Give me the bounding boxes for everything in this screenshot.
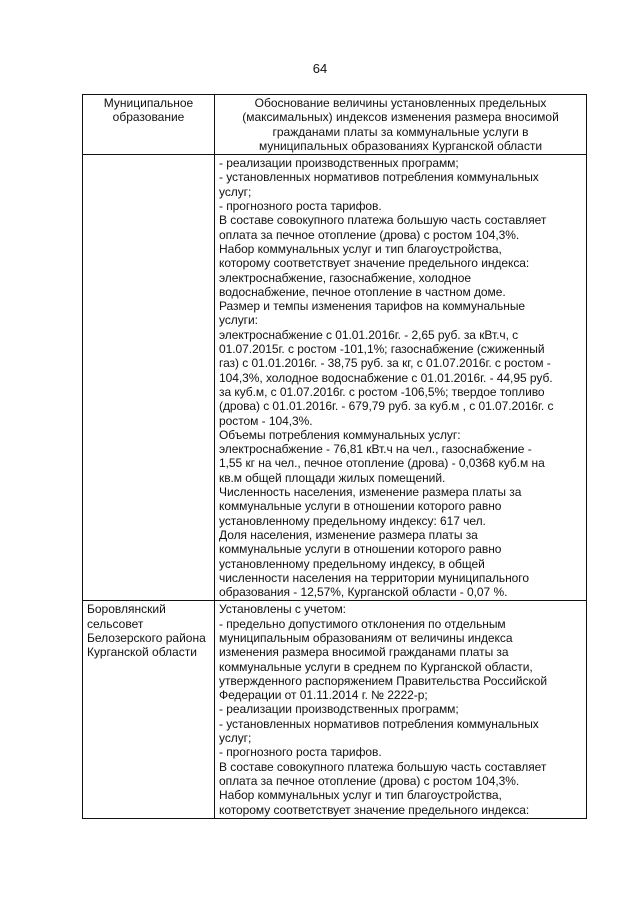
text-line: В составе совокупного платежа большую часть составляет — [219, 759, 547, 774]
text-line: - прогнозного роста тарифов. — [219, 745, 382, 760]
text-line: электроснабжение, газоснабжение, холодное — [219, 270, 472, 285]
table-row — [83, 155, 587, 601]
text-line: Объемы потребления коммунальных услуг: — [219, 427, 461, 442]
municipality-cell — [83, 155, 215, 601]
text-line: услуги: — [219, 313, 258, 328]
table-row — [83, 601, 587, 818]
text-line: 01.07.2015г. с ростом -101,1%; газоснабжение (сжиженный — [219, 342, 545, 357]
text-line: за куб.м, с 01.07.2016г. с ростом -106,5%; твердое топливо — [219, 384, 545, 399]
text-line: Набор коммунальных услуг и тип благоустройства, — [219, 788, 502, 803]
text-line: - реализации производственных программ; — [219, 156, 459, 171]
text-line: установленному предельному индексу: 617 чел. — [219, 513, 486, 528]
text-line: 1,55 кг на чел., печное отопление (дрова) - 0,0368 куб.м на — [219, 456, 545, 471]
text-line: услуг; — [219, 184, 252, 199]
header-line: Муниципальное — [103, 96, 194, 110]
text-line: которому соответствует значение предельного индекса: — [219, 802, 530, 817]
text-line: - установленных нормативов потребления коммунальных — [219, 170, 539, 185]
header-municipality — [83, 95, 215, 155]
text-line: которому соответствует значение предельного индекса: — [219, 256, 530, 271]
text-line: коммунальные услуги в отношении которого равно — [219, 542, 502, 557]
page-number: 64 — [312, 61, 328, 76]
municipality-line: Курганской области — [87, 645, 197, 660]
text-line: коммунальные услуги в среднем по Курганской области, — [219, 659, 533, 674]
text-line: - реализации производственных программ; — [219, 702, 459, 717]
text-line: установленному предельному индексу, в общей — [219, 556, 485, 571]
text-line: водоснабжение, печное отопление в частном доме. — [219, 284, 506, 299]
text-line: Набор коммунальных услуг и тип благоустройства, — [219, 241, 502, 256]
text-line: кв.м общей площади жилых помещений. — [219, 470, 446, 485]
tariff-index-table — [82, 94, 587, 819]
text-line: муниципальным образованиям от величины индекса — [219, 630, 513, 645]
text-line: (дрова) с 01.01.2016г. - 679,79 руб. за куб.м , с 01.07.2016г. с — [219, 399, 554, 414]
text-line: Численность населения, изменение размера платы за — [219, 485, 522, 500]
header-line: муниципальных образованиях Курганской области — [258, 138, 543, 153]
text-line: Размер и темпы изменения тарифов на коммунальные — [219, 299, 526, 314]
text-line: численности населения на территории муниципального — [219, 570, 529, 585]
text-line: образования - 12,57%, Курганской области - 0,07 %. — [219, 585, 508, 600]
text-line: коммунальные услуги в отношении которого равно — [219, 499, 502, 514]
text-line: изменения размера вносимой гражданами платы за — [219, 645, 509, 660]
text-line: ростом - 104,3%. — [219, 413, 313, 428]
text-line: газ) с 01.01.2016г. - 38,75 руб. за кг, с 01.07.2016г. с ростом - — [219, 356, 551, 371]
text-line: Установлены с учетом: — [219, 602, 346, 617]
text-line: - установленных нормативов потребления коммунальных — [219, 716, 539, 731]
text-line: Доля населения, изменение размера платы за — [219, 527, 478, 542]
text-line: утвержденного распоряжением Правительства Российской — [219, 673, 548, 688]
text-line: Федерации от 01.11.2014 г. № 2222-р; — [219, 688, 428, 703]
justification-cell — [215, 155, 587, 601]
municipality-line: Боровлянский — [87, 602, 166, 617]
text-line: оплата за печное отопление (дрова) с ростом 104,3%. — [219, 227, 520, 242]
header-line: (максимальных) индексов изменения размера вносимой — [242, 110, 559, 125]
header-line: образование — [112, 110, 185, 125]
table-header-row — [83, 95, 587, 155]
text-line: оплата за печное отопление (дрова) с ростом 104,3%. — [219, 773, 520, 788]
text-line: - предельно допустимого отклонения по отдельным — [219, 616, 506, 631]
municipality-line: Белозерского района — [87, 630, 206, 645]
text-line: 104,3%, холодное водоснабжение с 01.01.2016г. - 44,95 руб. — [219, 370, 553, 385]
header-line: гражданами платы за коммунальные услуги в — [272, 124, 529, 139]
text-line: услуг; — [219, 731, 252, 746]
justification-cell — [215, 601, 587, 818]
municipality-cell — [83, 601, 215, 818]
text-line: электроснабжение с 01.01.2016г. - 2,65 руб. за кВт.ч, с — [219, 327, 519, 342]
text-line: электроснабжение - 76,81 кВт.ч на чел., газоснабжение - — [219, 442, 532, 457]
text-line: - прогнозного роста тарифов. — [219, 199, 382, 214]
municipality-line: сельсовет — [87, 616, 144, 631]
header-line: Обоснование величины установленных предельных — [254, 96, 547, 110]
text-line: В составе совокупного платежа большую часть составляет — [219, 213, 547, 228]
header-justification — [215, 95, 587, 155]
